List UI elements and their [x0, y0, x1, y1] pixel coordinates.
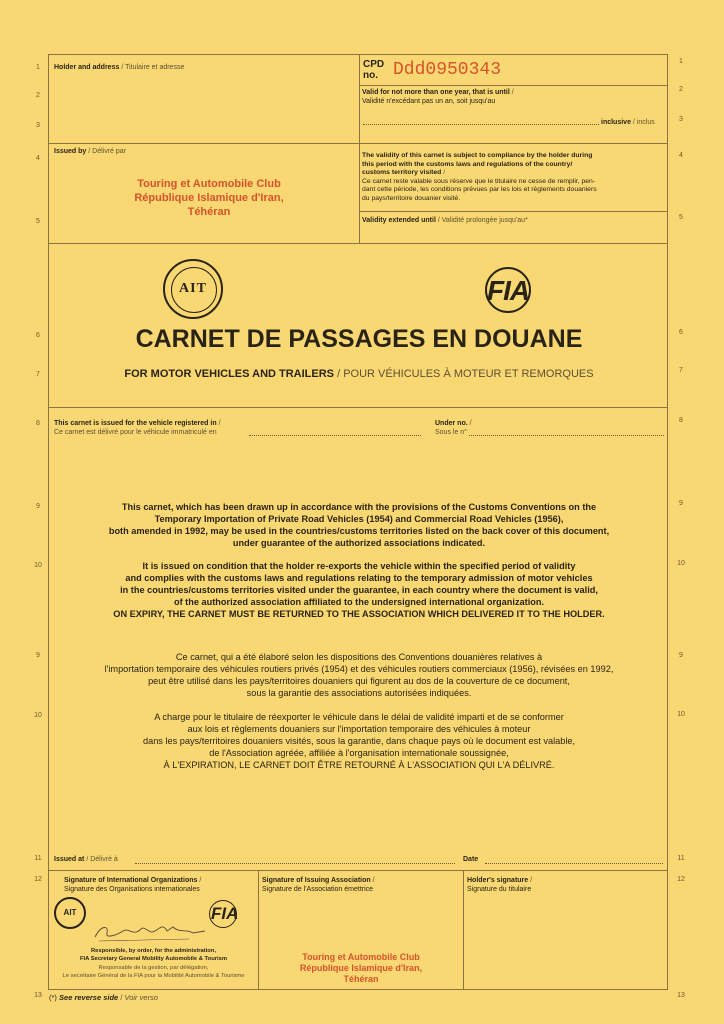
divider: [359, 85, 667, 86]
date-line[interactable]: [485, 863, 663, 864]
sig-issuing-label: Signature of Issuing Association / Signature de l'Association émettrice: [262, 877, 375, 893]
row-number: 7: [679, 367, 683, 374]
row-number: 13: [34, 992, 42, 999]
row-number: 2: [36, 92, 40, 99]
holder-label: Holder and address / Titulaire et adresse: [54, 64, 185, 71]
validity-label-fr: Validité n'excédant pas un an, soit jusqu'au: [362, 98, 496, 105]
inclusive-label: inclusive / inclus: [601, 119, 655, 126]
issued-at-label: Issued at / Délivré à: [54, 856, 118, 863]
body-fr-paragraph-1: Ce carnet, qui a été élaboré selon les dispositions des Conventions douanières relatives à l'importation temporaire des véhicules routiers privés (1954) et des véhicules routiers commerciaux (1956), révisées en 1992, peut être utilisé dans les pays/territoires douaniers qui figurent au dos de la couverture de ce document, sous la garantie des associations autorisées indiquées.: [104, 652, 614, 698]
divider: [463, 870, 464, 990]
row-number: 12: [34, 876, 42, 883]
document-frame: [48, 54, 668, 990]
vehicle-label-en: This carnet is issued for the vehicle registered in /: [54, 420, 221, 427]
vehicle-label-fr: Ce carnet est délivré pour le véhicule immatriculé en: [54, 429, 217, 436]
validity-date-line[interactable]: [363, 124, 599, 125]
row-number: 5: [679, 214, 683, 221]
body-en-paragraph-1: This carnet, which has been drawn up in accordance with the provisions of the Customs Conventions on the Temporary Importation of Private Road Vehicles (1954) and Commercial Road Vehicles (1956), both amended in 1992, may be used in the countries/customs territories listed on the back cover of this document, under guarantee of the authorized associations indicated.: [108, 502, 610, 548]
row-number: 9: [36, 503, 40, 510]
date-label: Date: [463, 856, 479, 863]
row-number: 10: [677, 711, 685, 718]
row-number: 6: [36, 332, 40, 339]
row-number: 7: [36, 371, 40, 378]
row-number: 2: [679, 86, 683, 93]
row-number: 10: [34, 562, 42, 569]
ait-logo: AIT: [163, 259, 223, 319]
divider: [359, 55, 360, 243]
row-number: 10: [677, 560, 685, 567]
validity-extended-label: Validity extended until / Validité prolongée jusqu'au*: [362, 217, 528, 224]
row-number: 1: [36, 64, 40, 71]
body-en-paragraph-2: It is issued on condition that the holder re-exports the vehicle within the specified period of validity and complies with the customs laws and regulations relating to the temporary admission of motor vehicles in the countries/customs territories visited under the guarantee, in each country where the document is valid, of the authorized association affiliated to the undersigned international organization. ON EXPIRY, THE CARNET MUST BE RETURNED TO THE ASSOCIATION WHICH DELIVERED IT TO THE HOLDER.: [113, 561, 605, 619]
page-subtitle: FOR MOTOR VEHICLES AND TRAILERS / POUR VÉHICULES À MOTEUR ET REMORQUES: [124, 368, 594, 380]
row-number: 1: [679, 58, 683, 65]
fia-logo: FIA: [481, 265, 561, 317]
cpd-number: Ddd0950343: [393, 60, 502, 80]
validity-note: The validity of this carnet is subject to compliance by the holder during this period with the customs laws and regulations of the country/ customs territory visited / Ce carnet reste valable sous réserve que le titulaire ne cesse de remplir, pen- dant cette période, les conditions prévues par les lois et règlements douaniers du pays/territoire douanier visité.: [362, 152, 597, 202]
row-number: 6: [679, 329, 683, 336]
cpd-no-label: no.: [363, 70, 378, 81]
under-no-label-en: Under no. /: [435, 420, 472, 427]
row-number: 12: [677, 876, 685, 883]
row-number: 8: [36, 420, 40, 427]
row-number: 9: [679, 652, 683, 659]
row-number: 11: [34, 855, 42, 862]
divider: [49, 243, 667, 244]
validity-label-en: Valid for not more than one year, that is until /: [362, 89, 514, 96]
sig-issuing-org: Touring et Automobile Club République Islamique d'Iran, Téhéran: [299, 952, 423, 984]
sig-intl-label: Signature of International Organizations / Signature des Organisations internationales: [64, 877, 202, 893]
divider: [49, 407, 667, 408]
issued-at-line[interactable]: [135, 863, 455, 864]
divider: [359, 211, 667, 212]
sig-holder-label: Holder's signature / Signature du titulaire: [467, 877, 533, 893]
under-no-label-fr: Sous le n°: [435, 429, 467, 436]
row-number: 8: [679, 417, 683, 424]
ait-small-logo: AIT: [54, 897, 86, 929]
vehicle-country-line[interactable]: [249, 435, 421, 436]
signature-image: [89, 917, 209, 945]
row-number: 13: [677, 992, 685, 999]
row-number: 3: [36, 122, 40, 129]
row-number: 9: [679, 500, 683, 507]
body-fr-paragraph-2: A charge pour le titulaire de réexporter le véhicule dans le délai de validité imparti et de se conformer aux lois et règlements douaniers sur l'importation temporaire des véhicules à moteur dans les pays/territoires douaniers visités, sous la garantie, dans chaque pays où le document est valable, de l'Association agréée, affiliée à l'organisation internationale soussignée, À L'EXPIRATION, LE CARNET DOIT ÊTRE RETOURNÉ À L'ASSOCIATION QUI L'A DÉLIVRÉ.: [142, 712, 576, 770]
issuing-org-name: Touring et Automobile Club République Islamique d'Iran, Téhéran: [134, 178, 284, 218]
issued-by-label: Issued by / Délivré par: [54, 148, 126, 155]
fia-small-logo: FIA: [207, 900, 255, 930]
divider: [49, 870, 667, 871]
row-number: 5: [36, 218, 40, 225]
vehicle-number-line[interactable]: [469, 435, 664, 436]
footer-note: (*) See reverse side / Voir verso: [49, 993, 158, 1002]
row-number: 3: [679, 116, 683, 123]
row-number: 10: [34, 712, 42, 719]
divider: [49, 143, 667, 144]
page-title: CARNET DE PASSAGES EN DOUANE: [135, 325, 583, 353]
cpd-label: CPD: [363, 59, 385, 70]
row-number: 9: [36, 652, 40, 659]
row-number: 4: [36, 155, 40, 162]
sig-intl-responsible: Responsible, by order, for the administration, FIA Secretary General Mobility Automobile & Tourism Responsable de la gestion, par délégation, Le secrétaire Général de la FIA pour la Mobilité Automobile & Tourisme: [62, 948, 245, 979]
row-number: 4: [679, 152, 683, 159]
row-number: 11: [677, 855, 685, 862]
